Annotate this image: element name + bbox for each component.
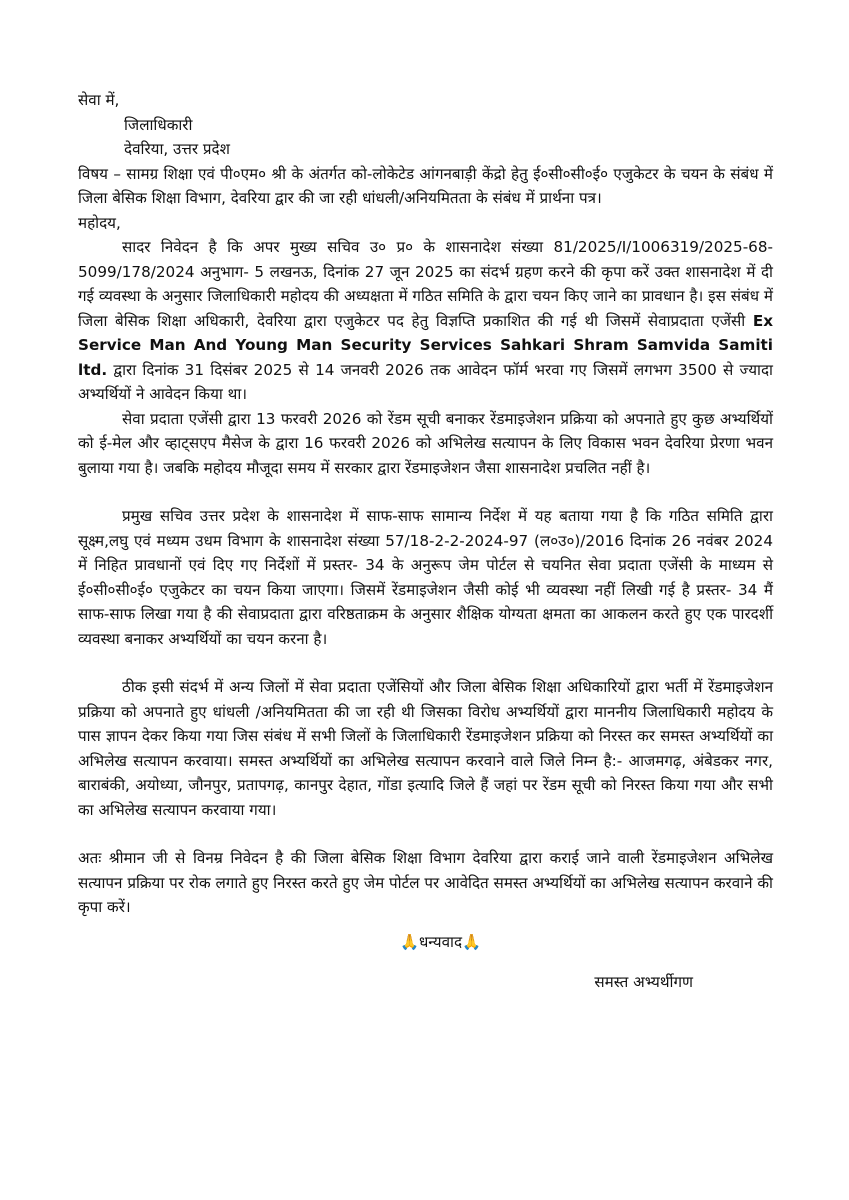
- subject-line: विषय – सामग्र शिक्षा एवं पी०एम० श्री के अंतर्गत को-लोकेटेड आंगनबाड़ी केंद्रो हेतु ई०सी०सी०ई० एजुकेटर के चयन के संबंध में जिला बेसिक शिक्षा विभाग, देवरिया द्वार की जा रही धांधली/अनियमितता के संबंध में प्रार्थना पत्र।: [78, 164, 773, 207]
- recipient-place: देवरिया, उत्तर प्रदेश: [124, 140, 230, 158]
- paragraph-3: प्रमुख सचिव उत्तर प्रदेश के शासनादेश में साफ-साफ सामान्य निर्देश में यह बताया गया है कि गठित समिति द्वारा सूक्ष्म,लघु एवं मध्यम उधम विभाग के शासनादेश संख्या 57/18-2-2-2024-97 (ल०उ०)/2016 दिनांक 26 नवंबर 2024 में निहित प्रावधानों एवं दिए गए निर्देशों में प्रस्तर- 34 के अनुरूप जेम पोर्टल से चयनित सेवा प्रदाता एजेंसी के माध्यम से ई०सी०सी०ई० एजुकेटर का चयन किया जाएगा। जिसमें रेंडमाइजेशन जैसी कोई भी व्यवस्था नहीं लिखी गई है प्रस्तर- 34 मैं साफ-साफ लिखा गया है की सेवाप्रदाता द्वारा वरिष्ठताक्रम के अनुसार शैक्षिक योग्यता क्षमता का आकलन करते हुए एक पारदर्शी व्यवस्था बनाकर अभ्यर्थियों का चयन करना है।: [78, 507, 773, 648]
- paragraph-4: ठीक इसी संदर्भ में अन्य जिलों में सेवा प्रदाता एजेंसियों और जिला बेसिक शिक्षा अधिकारियों द्वारा भर्ती में रेंडमाइजेशन प्रक्रिया को अपनाते हुए धांधली /अनियमितता की जा रही थी जिसका विरोध अभ्यर्थियों द्वारा माननीय जिलाधिकारी महोदय के पास ज्ञापन देकर किया गया जिस संबंध में सभी जिलों के जिलाधिकारी रेंडमाइजेशन प्रक्रिया को निरस्त कर समस्त अभ्यर्थियों का अभिलेख सत्यापन करवाया। समस्त अभ्यर्थियों का अभिलेख सत्यापन करवाने वाले जिले निम्न है:- आजमगढ़, अंबेडकर नगर, बाराबंकी, अयोध्या, जौनपुर, प्रतापगढ़, कानपुर देहात, गोंडा इत्यादि जिले हैं जहां पर रेंडम सूची को निरस्त किया गया और सभी का अभिलेख सत्यापन करवाया गया।: [78, 678, 773, 819]
- paragraph-1: [78, 235, 773, 407]
- paragraph-5: अतः श्रीमान जी से विनम्र निवेदन है की जिला बेसिक शिक्षा विभाग देवरिया द्वारा कराई जाने वाली रेंडमाइजेशन अभिलेख सत्यापन प्रक्रिया पर रोक लगाते हुए निरस्त करते हुए जेम पोर्टल पर आवेदित समस्त अभ्यर्थियों का अभिलेख सत्यापन करवाने की कृपा करें।: [78, 849, 773, 916]
- paragraph-1-end: द्वारा दिनांक 31 दिसंबर 2025 से 14 जनवरी 2026 तक आवेदन फॉर्म भरवा गए जिसमें लगभग 3500 से ज्यादा अभ्यर्थियों ने आवेदन किया था।: [78, 360, 773, 403]
- recipient-title: जिलाधिकारी: [124, 115, 193, 134]
- salutation-to: सेवा में,: [78, 91, 120, 109]
- paragraph-2: सेवा प्रदाता एजेंसी द्वारा 13 फरवरी 2026 को रेंडम सूची बनाकर रेंडमाइजेशन प्रक्रिया को अपनाते हुए कुछ अभ्यर्थियों को ई-मेल और व्हाट्सएप मैसेज के द्वारा 16 फरवरी 2026 को अभिलेख सत्यापन के लिए विकास भवन देवरिया प्रेरणा भवन बुलाया गया है। जबकि महोदय मौजूदा समय में सरकार द्वारा रेंडमाइजेशन जैसा शासनादेश प्रचलित नहीं है।: [78, 409, 773, 477]
- signature: समस्त अभ्यर्थीगण: [594, 973, 693, 991]
- thanks-line: 🙏धन्यवाद🙏: [400, 932, 481, 951]
- agency-name: Ex Service Man And Young Man Security Services Sahkari Shram Samvida Samiti ltd.: [78, 311, 773, 379]
- paragraph-1-start: सादर निवेदन है कि अपर मुख्य सचिव उ० प्र० के शासनादेश संख्या 81/2025/I/1006319/2025-68-5099/178/2024 अनुभाग- 5 लखनऊ, दिनांक 27 जून 2025 का संदर्भ ग्रहण करने की कृपा करें उक्त शासनादेश में दी गई व्यवस्था के अनुसार जिलाधिकारी महोदय की अध्यक्षता में गठित समिति के द्वारा चयन किए जाने का प्रावधान है। इस संबंध में जिला बेसिक शिक्षा अधिकारी, देवरिया द्वारा एजुकेटर पद हेतु विज्ञप्ति प्रकाशित की गई थी जिसमें सेवाप्रदाता एजेंसी: [78, 238, 773, 330]
- greeting: महोदय,: [78, 213, 121, 232]
